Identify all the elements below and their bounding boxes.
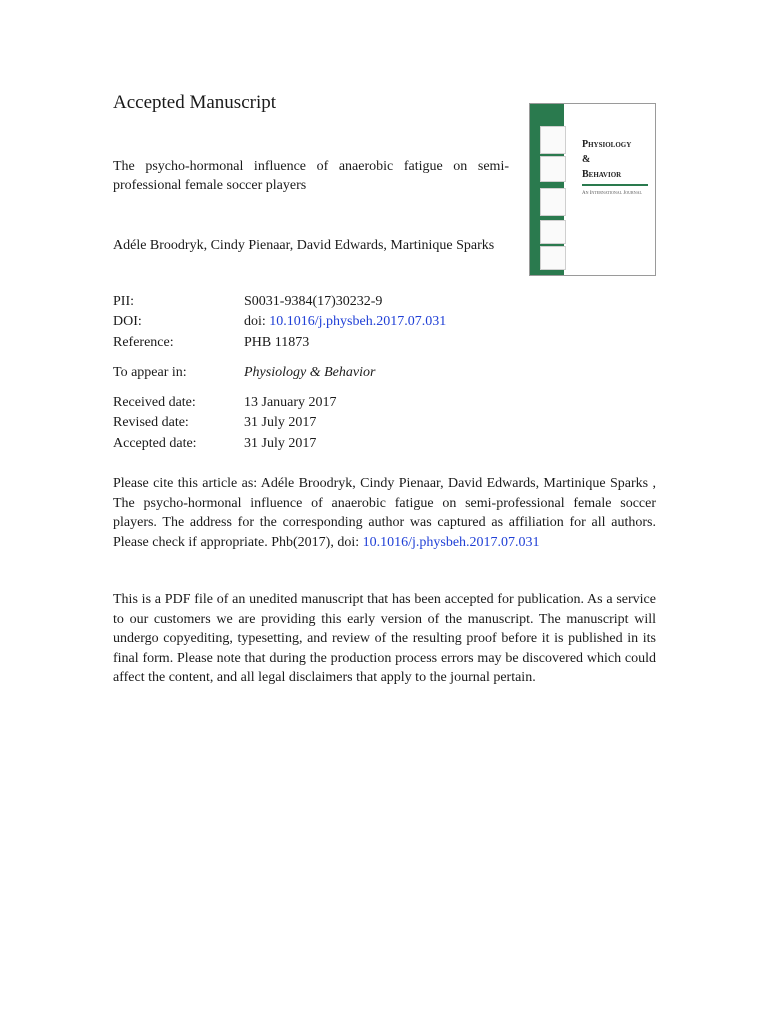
revised-label: Revised date: bbox=[113, 415, 189, 430]
received-value: 13 January 2017 bbox=[244, 395, 337, 410]
cover-figure-2 bbox=[540, 156, 566, 182]
appear-value: Physiology & Behavior bbox=[244, 365, 376, 380]
doi-link[interactable]: 10.1016/j.physbeh.2017.07.031 bbox=[269, 314, 447, 329]
page-heading: Accepted Manuscript bbox=[113, 92, 277, 113]
cover-figure-3 bbox=[540, 188, 566, 216]
pii-value: S0031-9384(17)30232-9 bbox=[244, 294, 383, 309]
doi-value: doi: 10.1016/j.physbeh.2017.07.031 bbox=[244, 314, 447, 329]
reference-label: Reference: bbox=[113, 335, 174, 350]
author-list: Adéle Broodryk, Cindy Pienaar, David Edwards, Martinique Sparks bbox=[113, 238, 495, 253]
cover-subtitle: An International Journal bbox=[582, 191, 642, 196]
pii-label: PII: bbox=[113, 294, 134, 309]
received-label: Received date: bbox=[113, 395, 196, 410]
citation-doi-link[interactable]: 10.1016/j.physbeh.2017.07.031 bbox=[362, 534, 540, 550]
revised-value: 31 July 2017 bbox=[244, 415, 317, 430]
cover-rule bbox=[582, 184, 648, 186]
cover-figure-4 bbox=[540, 220, 566, 244]
appear-label: To appear in: bbox=[113, 365, 187, 380]
article-title: The psycho-hormonal influence of anaerobic fatigue on semi-professional female soccer players bbox=[113, 159, 509, 193]
doi-label: DOI: bbox=[113, 314, 142, 329]
accepted-label: Accepted date: bbox=[113, 436, 197, 451]
citation-paragraph: Please cite this article as: Adéle Broodryk, Cindy Pienaar, David Edwards, Martinique Sparks , The psycho-hormonal influence of anaerobic fatigue on semi-professional female soccer players. The address for the corresponding author was captured as affiliation for all authors. Please check if appropriate. Phb(2017), doi: 10.1016/j.physbeh.2017.07.031 bbox=[113, 476, 656, 550]
disclaimer-paragraph: This is a PDF file of an unedited manuscript that has been accepted for publication. As a service to our customers we are providing this early version of the manuscript. The manuscript will undergo copyediting, typesetting, and review of the resulting proof before it is published in its final form. Please note that during the production process errors may be discovered which could affect the content, and all legal disclaimers that apply to the journal pertain. bbox=[113, 592, 656, 685]
cover-journal-title: Physiology & Behavior bbox=[582, 139, 632, 180]
cover-figure-5 bbox=[540, 246, 566, 270]
cover-figure-1 bbox=[540, 126, 566, 154]
accepted-value: 31 July 2017 bbox=[244, 436, 317, 451]
journal-cover-image bbox=[529, 103, 656, 276]
reference-value: PHB 11873 bbox=[244, 335, 310, 350]
